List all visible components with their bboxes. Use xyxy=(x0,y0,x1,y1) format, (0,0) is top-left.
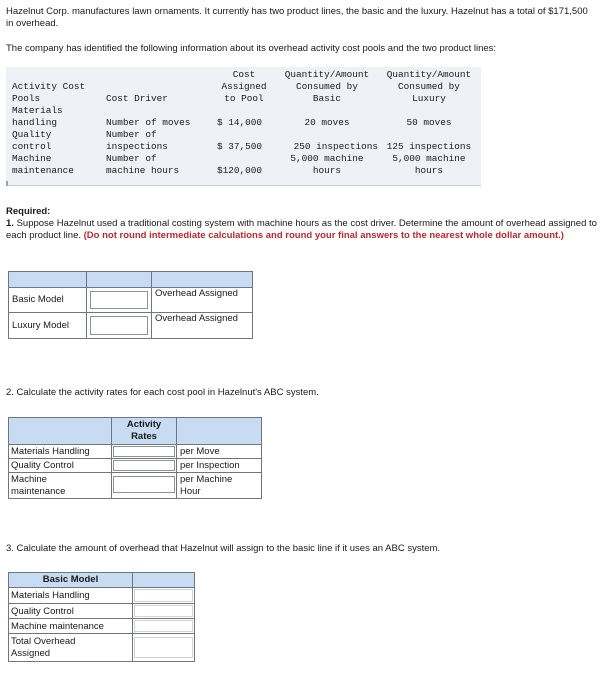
header-cost-assigned: Cost Assigned to Pool xyxy=(221,69,267,104)
grid3-header-label: Basic Model xyxy=(42,574,99,585)
grid1-unit-basic: Overhead Assigned xyxy=(155,288,238,299)
grid2-value-cell xyxy=(111,458,177,473)
grid3-value-cell xyxy=(132,633,195,662)
grid2-unit-machine: per Machine Hour xyxy=(180,474,233,497)
grid2-label-materials: Materials Handling xyxy=(11,446,90,457)
grid2-unit-cell xyxy=(176,458,262,473)
grid1-label-cell xyxy=(8,312,87,339)
row-materials-driver: Number of moves xyxy=(106,117,191,128)
grid3-header xyxy=(8,572,133,588)
grid2-unit-materials: per Move xyxy=(180,446,220,457)
grid1-value-cell xyxy=(86,287,152,313)
grid2-label-cell xyxy=(8,472,112,499)
table-bottom-rule xyxy=(6,185,481,186)
grid1-unit-cell xyxy=(151,287,253,313)
grid3-label-machine: Machine maintenance xyxy=(11,621,104,632)
question-1-number: 1. xyxy=(6,218,14,229)
grid3-label-materials: Materials Handling xyxy=(11,590,90,601)
row-quality-basic: 250 inspections xyxy=(293,141,378,152)
row-machine-basic: 5,000 machine hours xyxy=(290,153,364,176)
answer-grid-3 xyxy=(8,572,195,662)
question-2: 2. Calculate the activity rates for each cost pool in Hazelnut's ABC system. xyxy=(6,387,319,398)
required-title: Required: xyxy=(6,206,51,217)
row-machine-luxury: 5,000 machine hours xyxy=(392,153,466,176)
grid2-header-unit xyxy=(176,417,262,445)
grid2-header-blank xyxy=(8,417,112,445)
grid2-unit-cell xyxy=(176,472,262,499)
basic-overhead-input[interactable] xyxy=(90,291,148,309)
grid3-label-cell xyxy=(8,618,133,634)
question-1 xyxy=(6,218,601,242)
grid1-header-unit xyxy=(151,271,253,288)
grid2-header-label: Activity Rates xyxy=(126,419,162,442)
grid2-value-cell xyxy=(111,444,177,459)
row-materials-cost: $ 14,000 xyxy=(217,117,263,128)
quality-rate-input[interactable] xyxy=(113,460,175,471)
grid3-label-total: Total Overhead Assigned xyxy=(11,636,76,659)
row-materials-basic: 20 moves xyxy=(304,117,350,128)
grid3-header-value xyxy=(132,572,195,588)
grid3-label-quality: Quality Control xyxy=(11,606,74,617)
grid1-header-blank xyxy=(8,271,87,288)
row-quality-pool: Quality control xyxy=(12,129,52,152)
basic-materials-input[interactable] xyxy=(134,589,193,602)
grid3-value-cell xyxy=(132,618,195,634)
header-cost-driver: Cost Driver xyxy=(106,93,168,104)
answer-grid-2 xyxy=(8,417,262,499)
basic-machine-input[interactable] xyxy=(134,620,193,632)
machine-rate-input[interactable] xyxy=(113,476,175,493)
grid2-unit-quality: per Inspection xyxy=(180,460,240,471)
question-3: 3. Calculate the amount of overhead that Hazelnut will assign to the basic line if it uses an ABC system. xyxy=(6,543,441,554)
question-1-rounding-note: (Do not round intermediate calculations and round your final answers to the nearest whole dollar amount.) xyxy=(83,230,564,241)
row-machine-pool: Machine maintenance xyxy=(12,153,74,176)
grid3-value-cell xyxy=(132,603,195,619)
row-quality-cost: $ 37,500 xyxy=(217,141,263,152)
grid1-header-value xyxy=(86,271,152,288)
header-activity-pools: Activity Cost Pools xyxy=(12,81,86,104)
grid1-label-basic: Basic Model xyxy=(12,294,64,305)
row-materials-pool: Materials handling xyxy=(12,105,63,128)
grid2-label-quality: Quality Control xyxy=(11,460,74,471)
grid3-label-cell xyxy=(8,587,133,604)
activity-cost-table xyxy=(6,67,481,186)
grid2-label-cell xyxy=(8,444,112,459)
question-1-text: Suppose Hazelnut used a traditional costing system with machine hours as the cost driver. Determine the amount of overhead assigned to each product line. xyxy=(6,218,597,241)
basic-total-input[interactable] xyxy=(134,637,193,658)
header-basic-quantity: Quantity/Amount Consumed by Basic xyxy=(284,69,370,104)
grid2-label-cell xyxy=(8,458,112,473)
row-machine-driver: Number of machine hours xyxy=(106,153,180,176)
grid3-value-cell xyxy=(132,587,195,604)
grid3-label-cell xyxy=(8,603,133,619)
problem-info-line: The company has identified the following information about its overhead activity cost pools and the two product lines: xyxy=(6,43,497,54)
grid2-value-cell xyxy=(111,472,177,499)
grid3-label-cell xyxy=(8,633,133,662)
grid1-unit-cell xyxy=(151,312,253,339)
header-luxury-quantity: Quantity/Amount Consumed by Luxury xyxy=(386,69,472,104)
grid1-label-luxury: Luxury Model xyxy=(12,320,70,331)
grid1-value-cell xyxy=(86,312,152,339)
luxury-overhead-input[interactable] xyxy=(90,316,148,335)
materials-rate-input[interactable] xyxy=(113,446,175,457)
row-quality-luxury: 125 inspections xyxy=(386,141,472,152)
grid1-label-cell xyxy=(8,287,87,313)
problem-intro: Hazelnut Corp. manufactures lawn ornaments. It currently has two product lines, the basic and the luxury. Hazelnut has a total of $171,500 in overhead. xyxy=(6,6,588,29)
grid1-unit-luxury: Overhead Assigned xyxy=(155,313,238,324)
row-machine-cost: $120,000 xyxy=(217,165,263,176)
grid2-label-machine: Machine maintenance xyxy=(11,474,66,497)
answer-grid-1 xyxy=(8,271,253,343)
basic-quality-input[interactable] xyxy=(134,605,193,617)
row-materials-luxury: 50 moves xyxy=(406,117,452,128)
table-corner-mark xyxy=(6,181,8,186)
grid2-header-rates xyxy=(111,417,177,445)
grid2-unit-cell xyxy=(176,444,262,459)
row-quality-driver: Number of inspections xyxy=(106,129,168,152)
